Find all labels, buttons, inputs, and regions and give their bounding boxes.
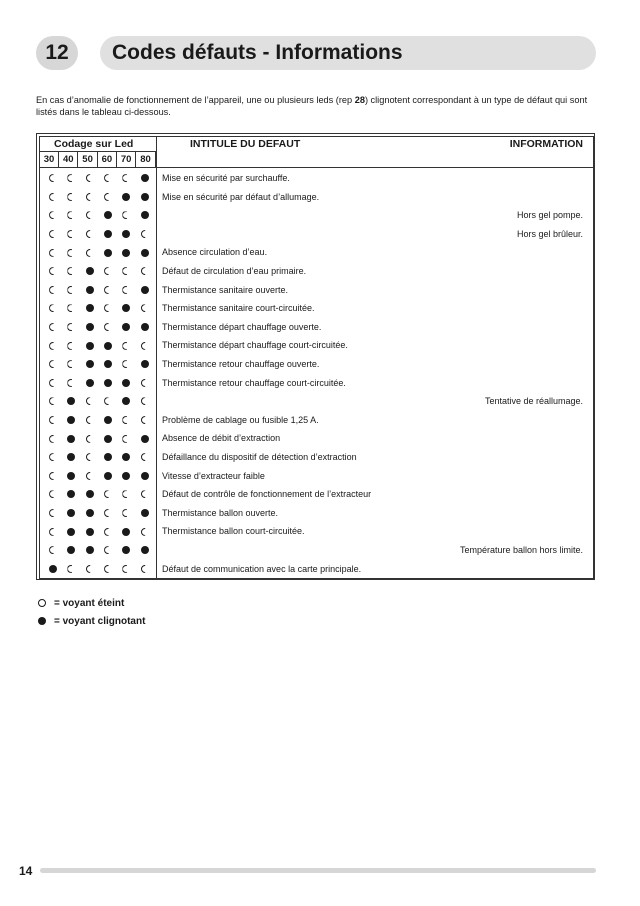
led-on-icon	[104, 249, 112, 257]
led-on-icon	[122, 546, 130, 554]
led-number-40: 40	[59, 152, 78, 167]
section-number-badge: 12	[36, 36, 78, 70]
led-on-icon	[141, 435, 149, 443]
led-off-icon	[141, 304, 149, 312]
header-bottom-divider	[40, 167, 593, 168]
led-off-icon	[86, 397, 94, 405]
led-on-icon	[86, 379, 94, 387]
led-code	[44, 374, 154, 393]
fault-label: Thermistance retour chauffage court-circuitée.	[162, 377, 346, 388]
table-row	[40, 243, 593, 262]
led-off-icon	[49, 230, 57, 238]
fault-label: Thermistance ballon ouverte.	[162, 507, 279, 518]
led-off-icon	[122, 342, 130, 350]
led-off-icon	[122, 267, 130, 275]
led-off-icon	[141, 416, 149, 424]
led-on-icon	[38, 617, 46, 625]
led-off-icon	[86, 472, 94, 480]
section-header	[36, 36, 596, 70]
led-off-icon	[67, 286, 75, 294]
led-on-icon	[141, 174, 149, 182]
led-off-icon	[67, 342, 75, 350]
table-row	[40, 318, 593, 337]
table-row	[40, 429, 593, 448]
led-code	[44, 448, 154, 467]
fault-label: Thermistance sanitaire court-circuitée.	[162, 303, 315, 314]
led-on-icon	[86, 286, 94, 294]
led-off-icon	[49, 546, 57, 554]
title-bar	[100, 36, 596, 70]
table-row	[40, 560, 593, 579]
led-on-icon	[67, 453, 75, 461]
led-on-icon	[122, 249, 130, 257]
led-off-icon	[49, 397, 57, 405]
led-on-icon	[122, 528, 130, 536]
led-on-icon	[86, 323, 94, 331]
fault-information: Tentative de réallumage.	[484, 396, 583, 407]
led-off-icon	[104, 528, 112, 536]
page-title: Codes défauts - Informations	[112, 41, 403, 64]
led-off-icon	[104, 397, 112, 405]
led-off-icon	[141, 528, 149, 536]
led-off-icon	[122, 435, 130, 443]
intro-text-start: En cas d’anomalie de fonctionnement de l’appareil, une ou plusieurs leds (rep	[36, 95, 355, 105]
led-off-icon	[122, 286, 130, 294]
led-on-icon	[141, 546, 149, 554]
led-on-icon	[86, 304, 94, 312]
intro-paragraph	[36, 94, 596, 118]
led-off-icon	[49, 379, 57, 387]
fault-label: Défaut de communication avec la carte principale.	[162, 563, 362, 574]
fault-label: Défaut de circulation d’eau primaire.	[162, 266, 307, 276]
led-off-icon	[86, 193, 94, 201]
fault-label: Thermistance départ chauffage ouverte.	[162, 321, 322, 332]
led-off-icon	[49, 416, 57, 424]
led-on-icon	[122, 193, 130, 201]
led-code	[44, 560, 154, 579]
intro-reference: 28	[354, 95, 365, 105]
legend-on-text: = voyant clignotant	[54, 616, 146, 627]
footer-bar	[40, 868, 596, 873]
led-off-icon	[67, 174, 75, 182]
led-off-icon	[104, 286, 112, 294]
fault-label: Problème de cablage ou fusible 1,25 A.	[162, 414, 319, 425]
led-number-50: 50	[79, 152, 98, 167]
led-on-icon	[141, 249, 149, 257]
led-off-icon	[49, 453, 57, 461]
led-number-80: 80	[137, 152, 156, 167]
table-row	[40, 411, 593, 430]
led-off-icon	[86, 174, 94, 182]
led-off-icon	[38, 599, 46, 607]
led-off-icon	[104, 174, 112, 182]
led-code	[44, 262, 154, 281]
led-on-icon	[122, 323, 130, 331]
led-code	[44, 522, 154, 541]
led-off-icon	[49, 193, 57, 201]
led-on-icon	[67, 490, 75, 498]
led-off-icon	[122, 360, 130, 368]
led-on-icon	[141, 286, 149, 294]
led-off-icon	[49, 360, 57, 368]
led-off-icon	[49, 249, 57, 257]
table-row	[40, 262, 593, 281]
fault-label: Défaut de contrôle de fonctionnement de l’extracteur	[162, 489, 372, 500]
table-row	[40, 355, 593, 374]
led-off-icon	[67, 323, 75, 331]
fault-label: Thermistance ballon court-circuitée.	[162, 526, 305, 537]
led-off-icon	[141, 230, 149, 238]
table-row	[40, 206, 593, 225]
led-off-icon	[67, 565, 75, 573]
led-off-icon	[49, 286, 57, 294]
fault-label: Défaillance du dispositif de détection d’extraction	[162, 452, 357, 462]
led-off-icon	[104, 546, 112, 554]
table-row	[40, 467, 593, 486]
led-on-icon	[122, 304, 130, 312]
led-off-icon	[141, 490, 149, 498]
led-off-icon	[141, 267, 149, 275]
page-number: 14	[19, 864, 33, 878]
led-on-icon	[86, 490, 94, 498]
led-code	[44, 281, 154, 300]
led-off-icon	[104, 193, 112, 201]
led-number-70: 70	[117, 152, 136, 167]
fault-information: Hors gel pompe.	[516, 210, 583, 221]
fault-information: Hors gel brûleur.	[516, 228, 583, 239]
led-off-icon	[104, 565, 112, 573]
led-on-icon	[67, 435, 75, 443]
led-off-icon	[86, 435, 94, 443]
table-row	[40, 225, 593, 244]
led-on-icon	[104, 472, 112, 480]
led-on-icon	[141, 472, 149, 480]
led-on-icon	[104, 230, 112, 238]
header-codage: Codage sur Led	[54, 138, 134, 150]
led-on-icon	[104, 211, 112, 219]
led-off-icon	[86, 211, 94, 219]
led-off-icon	[49, 435, 57, 443]
led-off-icon	[49, 472, 57, 480]
led-on-icon	[104, 360, 112, 368]
led-on-icon	[104, 379, 112, 387]
legend-off-text: = voyant éteint	[54, 598, 125, 609]
led-off-icon	[67, 211, 75, 219]
led-off-icon	[122, 174, 130, 182]
led-off-icon	[104, 490, 112, 498]
led-off-icon	[67, 249, 75, 257]
led-off-icon	[49, 342, 57, 350]
led-off-icon	[141, 379, 149, 387]
led-on-icon	[86, 546, 94, 554]
led-off-icon	[86, 453, 94, 461]
fault-label: Mise en sécurité par défaut d’allumage.	[162, 191, 320, 202]
led-on-icon	[122, 472, 130, 480]
led-on-icon	[141, 323, 149, 331]
led-off-icon	[104, 304, 112, 312]
led-on-icon	[122, 453, 130, 461]
led-code	[44, 541, 154, 560]
led-off-icon	[122, 565, 130, 573]
led-off-icon	[141, 342, 149, 350]
led-code	[44, 299, 154, 318]
led-off-icon	[86, 416, 94, 424]
led-code	[44, 188, 154, 207]
legend-on	[38, 616, 145, 627]
led-on-icon	[67, 528, 75, 536]
led-off-icon	[49, 174, 57, 182]
table-row	[40, 504, 593, 523]
led-code	[44, 392, 154, 411]
fault-codes-table-inner	[39, 136, 594, 579]
table-row	[40, 336, 593, 355]
led-code	[44, 169, 154, 188]
intro-text-end: ) clignotent correspondant à un type de défaut qui sont listés dans le tableau ci-dessous.	[36, 95, 588, 117]
led-on-icon	[122, 230, 130, 238]
table-row	[40, 392, 593, 411]
table-row	[40, 522, 593, 541]
led-number-30: 30	[40, 152, 59, 167]
led-off-icon	[122, 490, 130, 498]
led-code	[44, 504, 154, 523]
fault-label: Vitesse d’extracteur faible	[162, 470, 265, 481]
led-off-icon	[86, 249, 94, 257]
led-on-icon	[67, 509, 75, 517]
table-row	[40, 169, 593, 188]
led-off-icon	[49, 304, 57, 312]
led-on-icon	[49, 565, 57, 573]
led-off-icon	[67, 360, 75, 368]
fault-label: Mise en sécurité par surchauffe.	[162, 173, 290, 183]
led-code	[44, 355, 154, 374]
led-on-icon	[122, 397, 130, 405]
table-row	[40, 281, 593, 300]
led-code	[44, 485, 154, 504]
fault-label: Absence de débit d’extraction	[162, 433, 281, 444]
led-on-icon	[86, 509, 94, 517]
fault-label: Thermistance sanitaire ouverte.	[162, 284, 289, 295]
table-row	[40, 374, 593, 393]
led-on-icon	[67, 546, 75, 554]
header-information: INFORMATION	[509, 138, 583, 150]
led-off-icon	[49, 528, 57, 536]
led-on-icon	[104, 435, 112, 443]
led-on-icon	[86, 267, 94, 275]
led-code	[44, 225, 154, 244]
header-intitule: INTITULE DU DEFAUT	[190, 138, 301, 150]
led-on-icon	[67, 397, 75, 405]
fault-information: Température ballon hors limite.	[459, 545, 583, 555]
table-row	[40, 541, 593, 560]
led-code	[44, 467, 154, 486]
fault-label: Absence circulation d’eau.	[162, 247, 268, 258]
led-off-icon	[122, 509, 130, 517]
led-off-icon	[104, 323, 112, 331]
led-on-icon	[122, 379, 130, 387]
led-off-icon	[104, 509, 112, 517]
legend-off	[38, 598, 124, 609]
fault-label: Thermistance départ chauffage court-circuitée.	[162, 340, 348, 351]
led-on-icon	[104, 416, 112, 424]
led-on-icon	[86, 360, 94, 368]
led-on-icon	[141, 509, 149, 517]
led-code	[44, 318, 154, 337]
table-row	[40, 448, 593, 467]
led-on-icon	[67, 472, 75, 480]
led-off-icon	[141, 453, 149, 461]
led-off-icon	[122, 416, 130, 424]
led-code	[44, 206, 154, 225]
table-row	[40, 188, 593, 207]
led-off-icon	[67, 267, 75, 275]
led-off-icon	[49, 490, 57, 498]
led-code	[44, 336, 154, 355]
led-on-icon	[86, 342, 94, 350]
table-row	[40, 485, 593, 504]
table-row	[40, 299, 593, 318]
led-off-icon	[67, 379, 75, 387]
led-on-icon	[104, 342, 112, 350]
led-on-icon	[104, 453, 112, 461]
led-on-icon	[141, 360, 149, 368]
led-on-icon	[141, 193, 149, 201]
led-code	[44, 429, 154, 448]
led-on-icon	[86, 528, 94, 536]
led-off-icon	[141, 565, 149, 573]
led-off-icon	[49, 323, 57, 331]
led-code	[44, 411, 154, 430]
fault-label: Thermistance retour chauffage ouverte.	[162, 359, 320, 369]
led-off-icon	[67, 230, 75, 238]
led-code	[44, 243, 154, 262]
led-off-icon	[141, 397, 149, 405]
led-off-icon	[104, 267, 112, 275]
led-number-60: 60	[98, 152, 117, 167]
led-off-icon	[49, 211, 57, 219]
led-off-icon	[67, 193, 75, 201]
led-on-icon	[141, 211, 149, 219]
led-off-icon	[122, 211, 130, 219]
fault-codes-table	[36, 133, 595, 580]
led-off-icon	[86, 230, 94, 238]
led-off-icon	[49, 267, 57, 275]
led-off-icon	[67, 304, 75, 312]
led-off-icon	[49, 509, 57, 517]
led-off-icon	[86, 565, 94, 573]
led-on-icon	[67, 416, 75, 424]
